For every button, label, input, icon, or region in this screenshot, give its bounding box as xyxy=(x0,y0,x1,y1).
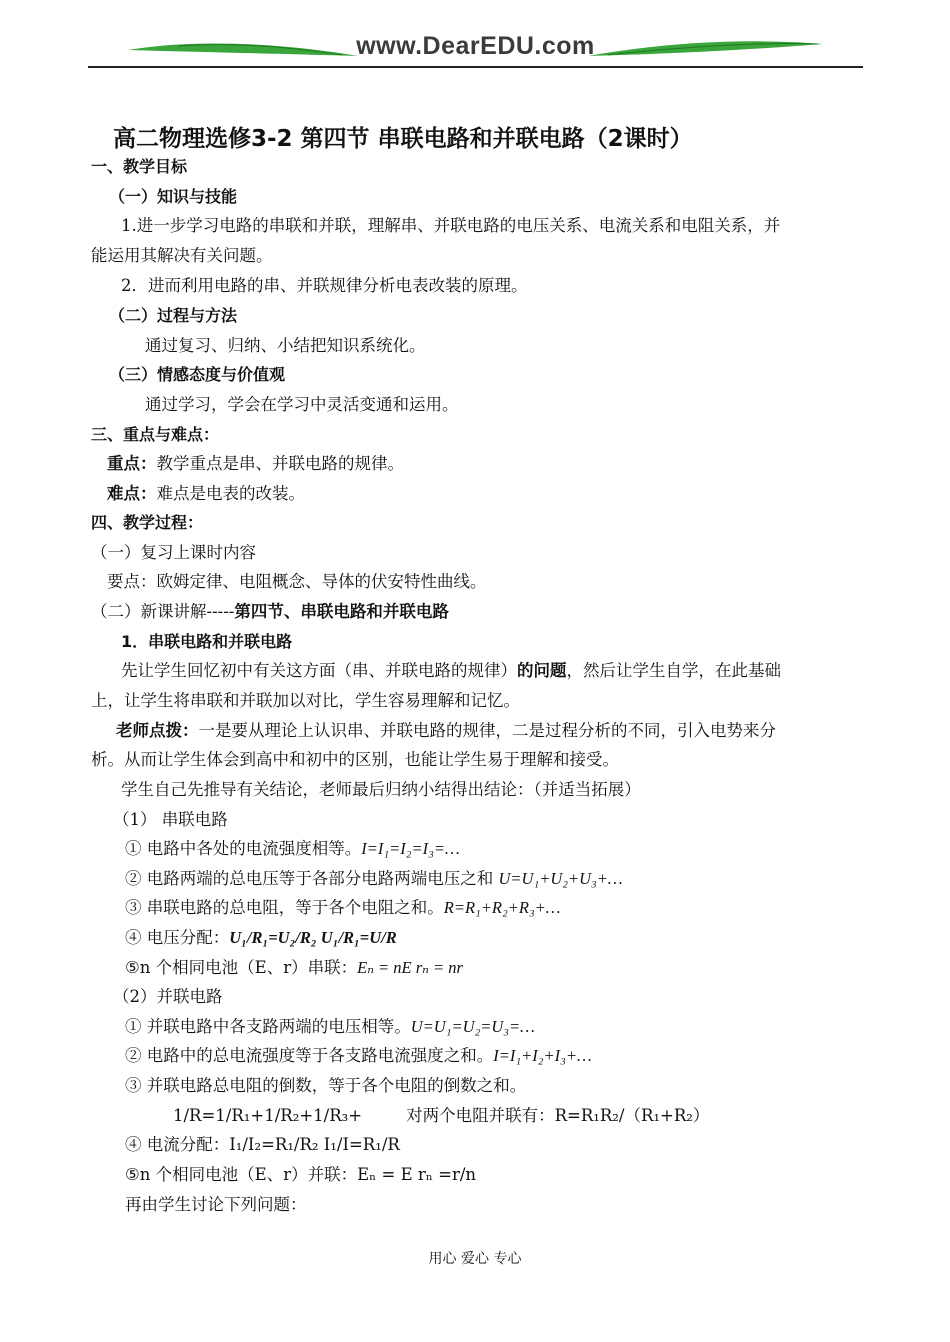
item-text: ③ 串联电路的总电阻，等于各个电阻之和。 xyxy=(125,898,444,917)
paragraph-line xyxy=(91,601,449,623)
paragraph-line: 要点：欧姆定律、电阻概念、导体的伏安特性曲线。 xyxy=(107,572,487,591)
paragraph-line: 上，让学生将串联和并联加以对比，学生容易理解和记忆。 xyxy=(91,691,520,710)
text-run-bold: 的问题 xyxy=(517,661,567,680)
paragraph-line xyxy=(107,453,404,475)
item-text: ⑤n 个相同电池（E、r）串联： xyxy=(125,958,358,977)
paragraph-line xyxy=(121,660,781,682)
paragraph-line: 能运用其解决有关问题。 xyxy=(91,246,273,265)
section-heading: 一、教学目标 xyxy=(91,157,188,176)
list-item xyxy=(125,838,460,860)
list-item: ③ 并联电路总电阻的倒数，等于各个电阻的倒数之和。 xyxy=(125,1076,527,1095)
paragraph-line: 2．进而利用电路的串、并联规律分析电表改装的原理。 xyxy=(121,276,528,295)
paragraph-line: 1.进一步学习电路的串联和并联，理解串、并联电路的电压关系、电流关系和电阻关系，并 xyxy=(121,216,781,235)
header-rule xyxy=(88,66,863,68)
topic-heading: 1．串联电路和并联电路 xyxy=(121,632,293,651)
list-item: ④ 电流分配：I₁/I₂=R₁/R₂ I₁/I=R₁/R xyxy=(125,1135,400,1154)
section-heading: 三、重点与难点： xyxy=(91,425,220,444)
list-heading: （2）并联电路 xyxy=(113,987,223,1006)
formula: I=I₁+I₂+I₃+… xyxy=(493,1046,592,1065)
list-item xyxy=(125,1016,535,1038)
difficulty-label: 难点： xyxy=(107,484,157,503)
list-item xyxy=(125,868,623,890)
key-point-text: 教学重点是串、并联电路的规律。 xyxy=(156,454,404,473)
paragraph-line: 再由学生讨论下列问题： xyxy=(125,1195,307,1214)
paragraph-line: 通过学习，学会在学习中灵活变通和运用。 xyxy=(145,395,459,414)
paragraph-line: 通过复习、归纳、小结把知识系统化。 xyxy=(145,336,426,355)
lesson-intro: （二）新课讲解----- xyxy=(91,602,235,621)
header-banner xyxy=(88,30,863,70)
formula-line xyxy=(173,1105,709,1127)
teacher-tip-label: 老师点拨： xyxy=(116,721,199,740)
lesson-topic: 第四节、串联电路和并联电路 xyxy=(234,602,449,621)
paragraph-line: （一）复习上课时内容 xyxy=(91,543,256,562)
difficulty-text: 难点是电表的改装。 xyxy=(156,484,305,503)
list-heading: （1） 串联电路 xyxy=(113,810,228,829)
subsection-heading: （三）情感态度与价值观 xyxy=(109,365,286,384)
list-item xyxy=(125,1045,592,1067)
item-text: ④ 电压分配： xyxy=(125,928,230,947)
paragraph-line xyxy=(107,483,305,505)
list-item xyxy=(125,897,560,919)
formula: 对两个电阻并联有：R=R₁R₂/（R₁+R₂） xyxy=(406,1106,710,1125)
subsection-heading: （一）知识与技能 xyxy=(109,187,238,206)
site-logo-text: www.DearEDU.com xyxy=(356,32,595,60)
formula: Eₙ = nE rₙ = nr xyxy=(357,958,463,977)
text-run: ，然后让学生自学，在此基础 xyxy=(566,661,781,680)
teacher-tip-text: 一是要从理论上认识串、并联电路的规律，二是过程分析的不同，引入电势来分 xyxy=(198,721,776,740)
subsection-heading: （二）过程与方法 xyxy=(109,306,238,325)
list-item xyxy=(125,957,463,979)
list-item: ⑤n 个相同电池（E、r）并联：Eₙ = E rₙ =r/n xyxy=(125,1165,477,1184)
formula: I=I₁=I₂=I₃=… xyxy=(361,839,460,858)
text-run: 先让学生回忆初中有关这方面（串、并联电路的规律） xyxy=(121,661,517,680)
list-item xyxy=(125,927,397,949)
item-text: ② 电路两端的总电压等于各部分电路两端电压之和 xyxy=(125,869,499,888)
formula: U₁/R₁=U₂/R₂ U₁/R₁=U/R xyxy=(229,928,397,947)
formula: R=R₁+R₂+R₃+… xyxy=(443,898,561,917)
formula: U=U₁+U₂+U₃+… xyxy=(498,869,623,888)
page-title: 高二物理选修3-2 第四节 串联电路和并联电路（2课时） xyxy=(113,126,693,152)
item-text: ① 并联电路中各支路两端的电压相等。 xyxy=(125,1017,411,1036)
formula: U=U₁=U₂=U₃=… xyxy=(410,1017,535,1036)
item-text: ① 电路中各处的电流强度相等。 xyxy=(125,839,362,858)
page-footer: 用心 爱心 专心 xyxy=(428,1251,522,1267)
item-text: ② 电路中的总电流强度等于各支路电流强度之和。 xyxy=(125,1046,494,1065)
section-heading: 四、教学过程： xyxy=(91,513,204,532)
paragraph-line: 析。从而让学生体会到高中和初中的区别，也能让学生易于理解和接受。 xyxy=(91,750,619,769)
paragraph-line: 学生自己先推导有关结论，老师最后归纳小结得出结论：（并适当拓展） xyxy=(121,780,641,799)
key-point-label: 重点： xyxy=(107,454,157,473)
paragraph-line xyxy=(116,720,776,742)
formula: 1/R=1/R₁+1/R₂+1/R₃+ xyxy=(173,1106,363,1125)
